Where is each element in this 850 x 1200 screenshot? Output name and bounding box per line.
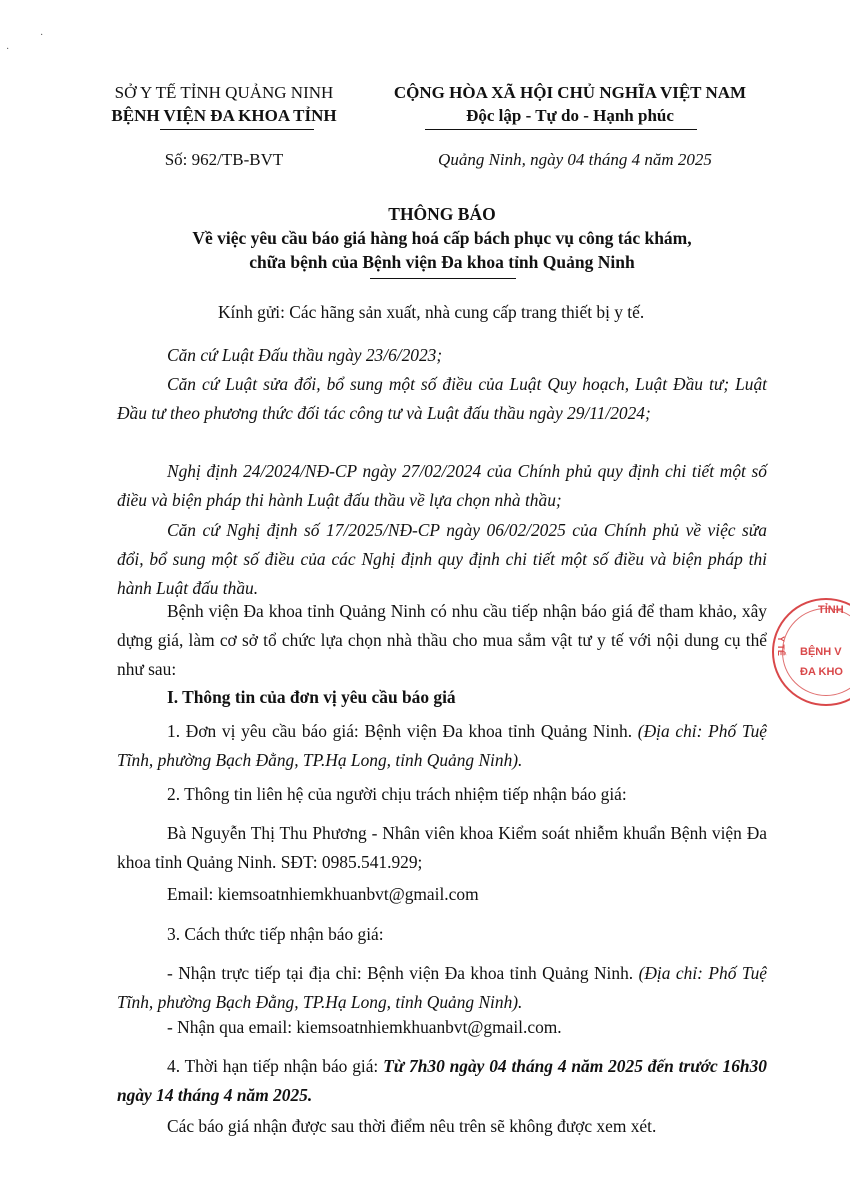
org-line2: BỆNH VIỆN ĐA KHOA TỈNH xyxy=(111,106,337,125)
national-underline xyxy=(425,129,697,130)
official-seal xyxy=(772,598,850,706)
late-quote-note: Các báo giá nhận được sau thời điểm nêu trên sẽ không được xem xét. xyxy=(167,1116,657,1136)
national-line1: CỘNG HÒA XÃ HỘI CHỦ NGHĨA VIỆT NAM xyxy=(393,83,747,102)
item-1-text: 1. Đơn vị yêu cầu báo giá: Bệnh viện Đa khoa tỉnh Quảng Ninh. xyxy=(167,721,633,741)
item-1-address: (Địa chỉ: Phố Tuệ Tĩnh, phường Bạch Đằng, TP.Hạ Long, tỉnh Quảng Ninh). xyxy=(117,721,767,770)
item-4 xyxy=(117,1052,767,1110)
title-underline xyxy=(370,278,516,279)
doc-subtitle-line1: Về việc yêu cầu báo giá hàng hoá cấp bách phục vụ công tác khám, xyxy=(192,228,692,248)
legal-basis-1: Căn cứ Luật Đấu thầu ngày 23/6/2023; xyxy=(167,345,443,365)
item-2: 2. Thông tin liên hệ của người chịu trách nhiệm tiếp nhận báo giá: xyxy=(167,784,627,804)
section-heading: I. Thông tin của đơn vị yêu cầu báo giá xyxy=(167,687,456,707)
item-3: 3. Cách thức tiếp nhận báo giá: xyxy=(167,924,384,944)
seal-text-left: Y TẾ xyxy=(776,636,786,656)
receive-direct-text: - Nhận trực tiếp tại địa chỉ: Bệnh viện Đa khoa tỉnh Quảng Ninh. xyxy=(167,963,634,983)
receive-direct xyxy=(117,959,767,1017)
receive-direct-address: (Địa chỉ: Phố Tuệ Tĩnh, phường Bạch Đằng, TP.Hạ Long, tỉnh Quảng Ninh). xyxy=(117,963,767,1012)
item-1 xyxy=(117,717,767,775)
legal-basis-2: Căn cứ Luật sửa đổi, bổ sung một số điều của Luật Quy hoạch, Luật Đầu tư; Luật Đầu tư theo phương thức đối tác công tư và Luật đấu thầu ngày 29/11/2024; xyxy=(117,374,767,423)
seal-text-mid2: ĐA KHO xyxy=(800,666,843,678)
legal-basis-4: Căn cứ Nghị định số 17/2025/NĐ-CP ngày 06/02/2025 của Chính phủ về việc sửa đổi, bổ sung một số điều của các Nghị định quy định chi tiết một số điều và biện pháp thi hành Luật đấu thầu. xyxy=(117,520,767,598)
intro-paragraph: Bệnh viện Đa khoa tỉnh Quảng Ninh có nhu cầu tiếp nhận báo giá để tham khảo, xây dựng giá, làm cơ sở tổ chức lựa chọn nhà thầu cho mua sắm vật tư y tế với nội dung cụ thể như sau: xyxy=(117,601,767,679)
recipient-line: Kính gửi: Các hãng sản xuất, nhà cung cấp trang thiết bị y tế. xyxy=(218,302,645,322)
receive-email: - Nhận qua email: kiemsoatnhiemkhuanbvt@gmail.com. xyxy=(167,1017,562,1037)
seal-text-mid1: BỆNH V xyxy=(800,646,842,658)
legal-basis-3: Nghị định 24/2024/NĐ-CP ngày 27/02/2024 của Chính phủ quy định chi tiết một số điều và biện pháp thi hành Luật đấu thầu về lựa chọn nhà thầu; xyxy=(117,461,767,510)
org-line1: SỞ Y TẾ TỈNH QUẢNG NINH xyxy=(114,83,334,102)
scan-mark: · xyxy=(40,30,44,41)
scan-mark: · xyxy=(6,44,10,55)
org-underline xyxy=(160,129,314,130)
doc-subtitle-line2: chữa bệnh của Bệnh viện Đa khoa tỉnh Quảng Ninh xyxy=(249,252,635,272)
national-line2: Độc lập - Tự do - Hạnh phúc xyxy=(466,106,674,125)
place-date: Quảng Ninh, ngày 04 tháng 4 năm 2025 xyxy=(438,150,712,169)
contact-person: Bà Nguyễn Thị Thu Phương - Nhân viên khoa Kiểm soát nhiễm khuẩn Bệnh viện Đa khoa tỉnh Quảng Ninh. SĐT: 0985.541.929; xyxy=(117,823,767,872)
item-4-text: 4. Thời hạn tiếp nhận báo giá: xyxy=(167,1056,379,1076)
seal-text-top: TỈNH xyxy=(818,604,844,616)
doc-title: THÔNG BÁO xyxy=(388,204,496,224)
item-4-deadline: Từ 7h30 ngày 04 tháng 4 năm 2025 đến trước 16h30 ngày 14 tháng 4 năm 2025. xyxy=(117,1056,767,1105)
contact-email: Email: kiemsoatnhiemkhuanbvt@gmail.com xyxy=(167,884,479,904)
doc-number: Số: 962/TB-BVT xyxy=(164,150,284,169)
